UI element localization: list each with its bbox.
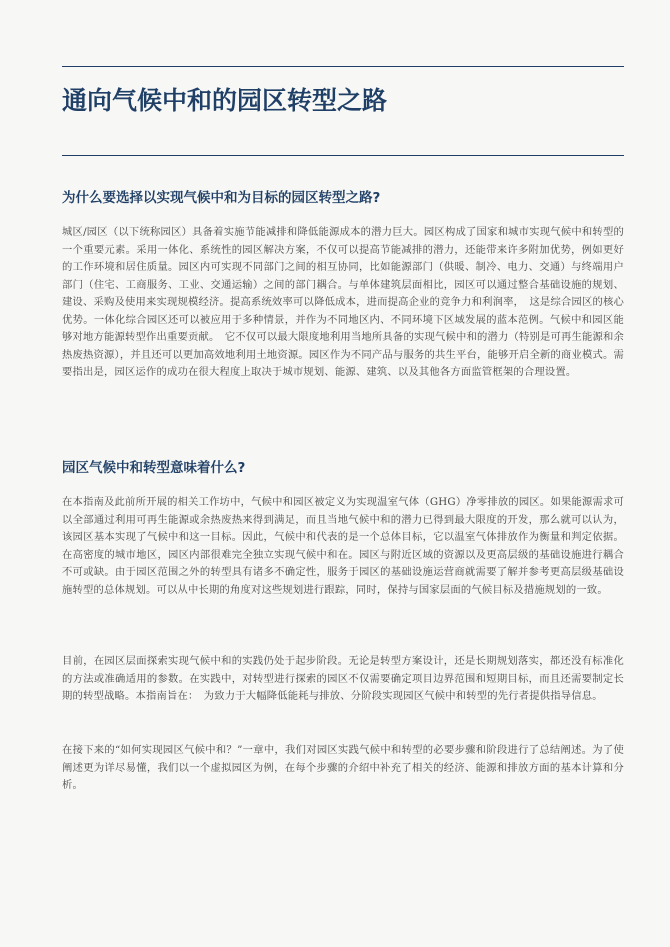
top-divider (62, 66, 624, 67)
section-heading-meaning: 园区气候中和转型意味着什么? (62, 460, 246, 476)
section-heading-why: 为什么要选择以实现气候中和为目标的园区转型之路? (62, 190, 381, 206)
paragraph-current-status: 目前，在园区层面探索实现气候中和的实践仍处于起步阶段。无论是转型方案设计，还是长期规划落实，都还没有标准化的方法或准确适用的参数。在实践中，对转型进行探索的园区不仅需要确定项目边界范围和短期目标，而且还需要制定长期的转型战略。本指南旨在： 为致力于大幅降低能耗与排放、分阶段实现园区气候中和转型的先行者提供指导信息。 (62, 655, 624, 702)
title-divider (62, 155, 624, 156)
page-title: 通向气候中和的园区转型之路 (62, 86, 388, 115)
paragraph-next-chapter: 在接下来的“如何实现园区气候中和？”一章中，我们对园区实践气候中和转型的必要步骤和阶段进行了总结阐述。为了使阐述更为详尽易懂，我们以一个虚拟园区为例，在每个步骤的介绍中补充了相关的经济、能源和排放方面的基本计算和分析。 (62, 744, 624, 791)
paragraph-definition: 在本指南及此前所开展的相关工作坊中，气候中和园区被定义为实现温室气体（GHG）净零排放的园区。如果能源需求可以全部通过利用可再生能源或余热废热来得到满足，而且当地气候中和的潜力已得到最大限度的开发，那么就可以认为，该园区基本实现了气候中和这一目标。因此，气候中和代表的是一个总体目标，它以温室气体排放作为衡量和判定依据。在高密度的城市地区，园区内部很难完全独立实现气候中和在。园区与附近区域的资源以及更高层级的基础设施进行耦合不可或缺。由于园区范围之外的转型具有诸多不确定性，服务于园区的基础设施运营商就需要了解并参考更高层级基础设施转型的总体规划。可以从中长期的角度对这些规划进行跟踪，同时，保持与国家层面的气候目标及措施规划的一致。 (62, 496, 624, 596)
paragraph-why: 城区/园区（以下统称园区）具备着实施节能减排和降低能源成本的潜力巨大。园区构成了国家和城市实现气候中和转型的一个重要元素。采用一体化、系统性的园区解决方案，不仅可以提高节能减排的潜力，还能带来许多附加优势，例如更好的工作环境和居住质量。园区内可实现不同部门之间的相互协同，比如能源部门（供暖、制冷、电力、交通）与终端用户部门（住宅、工商服务、工业、交通运输）之间的部门耦合。与单体建筑层面相比，园区可以通过整合基础设施的规划、建设、采购及使用来实现规模经济。提高系统效率可以降低成本，进而提高企业的竞争力和利润率， 这是综合园区的核心优势。一体化综合园区还可以被应用于多种情景，并作为不同地区内、不同环境下区域发展的蓝本范例。气候中和园区能够对地方能源转型作出重要贡献。 它不仅可以最大限度地利用当地所具备的实现气候中和的潜力（特别是可再生能源和余热废热资源），并且还可以更加高效地利用土地资源。园区作为不同产品与服务的共生平台，能够开启全新的商业模式。需要指出是，园区运作的成功在很大程度上取决于城市规划、能源、建筑、以及其他各方面监管框架的合理设置。 (62, 226, 624, 378)
